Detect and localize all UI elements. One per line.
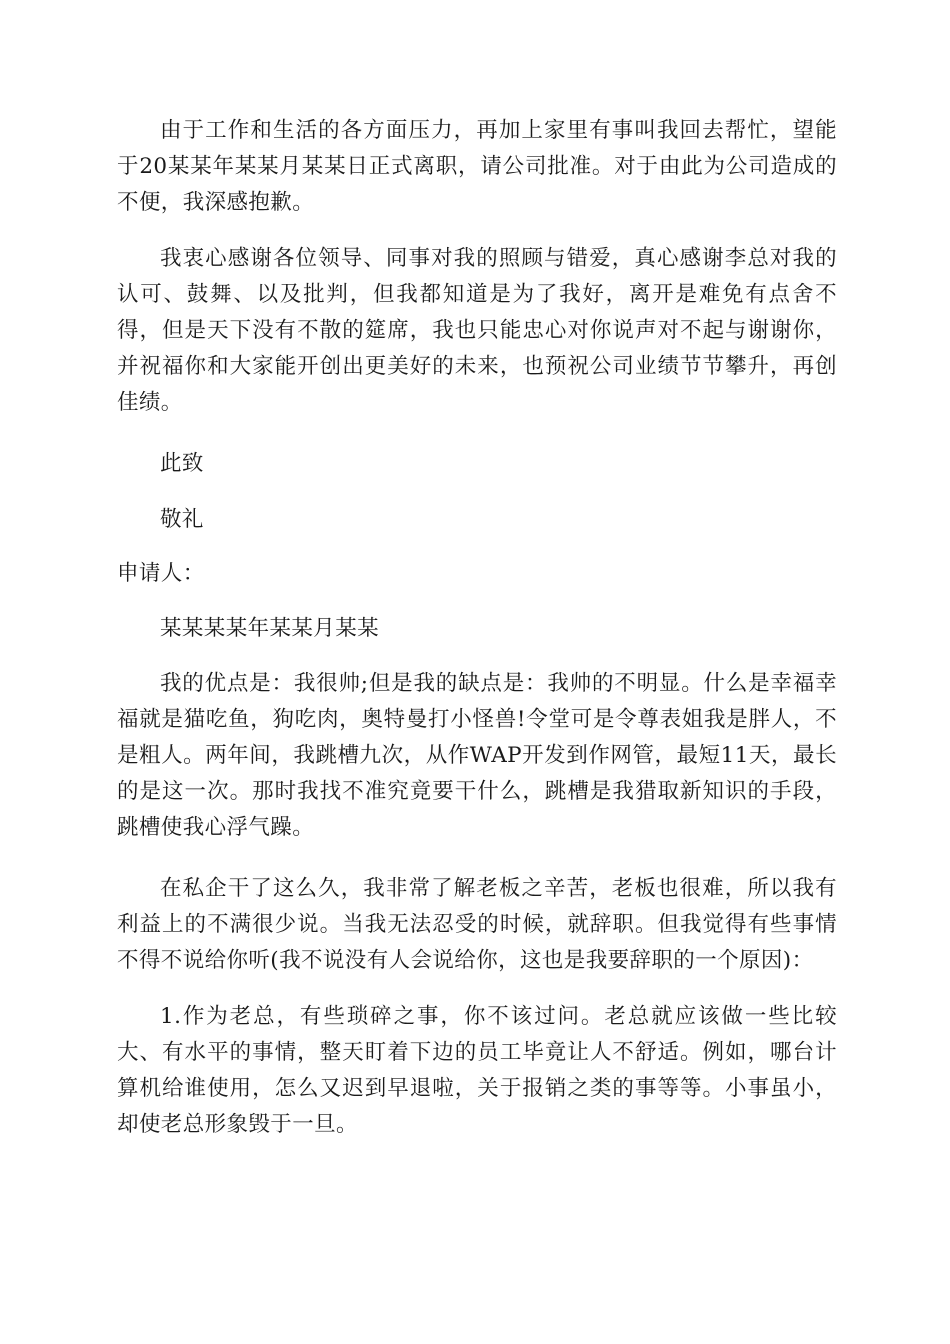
date-line: 某某某某年某某月某某: [160, 616, 380, 641]
paragraph-thanks: 我衷心感谢各位领导、同事对我的照顾与错爱，真心感谢李总对我的认可、鼓舞、以及批判，但我都知道是为了我好，离开是难免有点舍不得，但是天下没有不散的筵席，我也只能忠心对你说声对不起与谢谢你，并祝福你和大家能开创出更美好的未来，也预祝公司业绩节节攀升，再创佳绩。: [117, 246, 837, 415]
paragraph-self-description: 我的优点是：我很帅;但是我的缺点是：我帅的不明显。什么是幸福幸福就是猫吃鱼，狗吃肉，奥特曼打小怪兽!令堂可是令尊表姐我是胖人，不是粗人。两年间，我跳槽九次，从作WAP开发到作网管，最短11天，最长的是这一次。那时我找不准究竟要干什么，跳槽是我猎取新知识的手段，跳槽使我心浮气躁。: [117, 671, 837, 840]
paragraph-point-1: 1.作为老总，有些琐碎之事，你不该过问。老总就应该做一些比较大、有水平的事情，整天盯着下边的员工毕竟让人不舒适。例如，哪台计算机给谁使用，怎么又迟到早退啦，关于报销之类的事等等。小事虽小，却使老总形象毁于一旦。: [117, 1004, 837, 1137]
applicant-label: 申请人：: [117, 561, 205, 586]
paragraph-resignation-reason: 由于工作和生活的各方面压力，再加上家里有事叫我回去帮忙，望能于20某某年某某月某某日正式离职，请公司批准。对于由此为公司造成的不便，我深感抱歉。: [117, 118, 837, 215]
paragraph-private-company: 在私企干了这么久，我非常了解老板之辛苦，老板也很难，所以我有利益上的不满很少说。当我无法忍受的时候，就辞职。但我觉得有些事情不得不说给你听(我不说没有人会说给你，这也是我要辞职的一个原因)：: [117, 876, 837, 973]
closing-salutation-1: 此致: [160, 451, 204, 476]
closing-salutation-2: 敬礼: [160, 507, 204, 532]
